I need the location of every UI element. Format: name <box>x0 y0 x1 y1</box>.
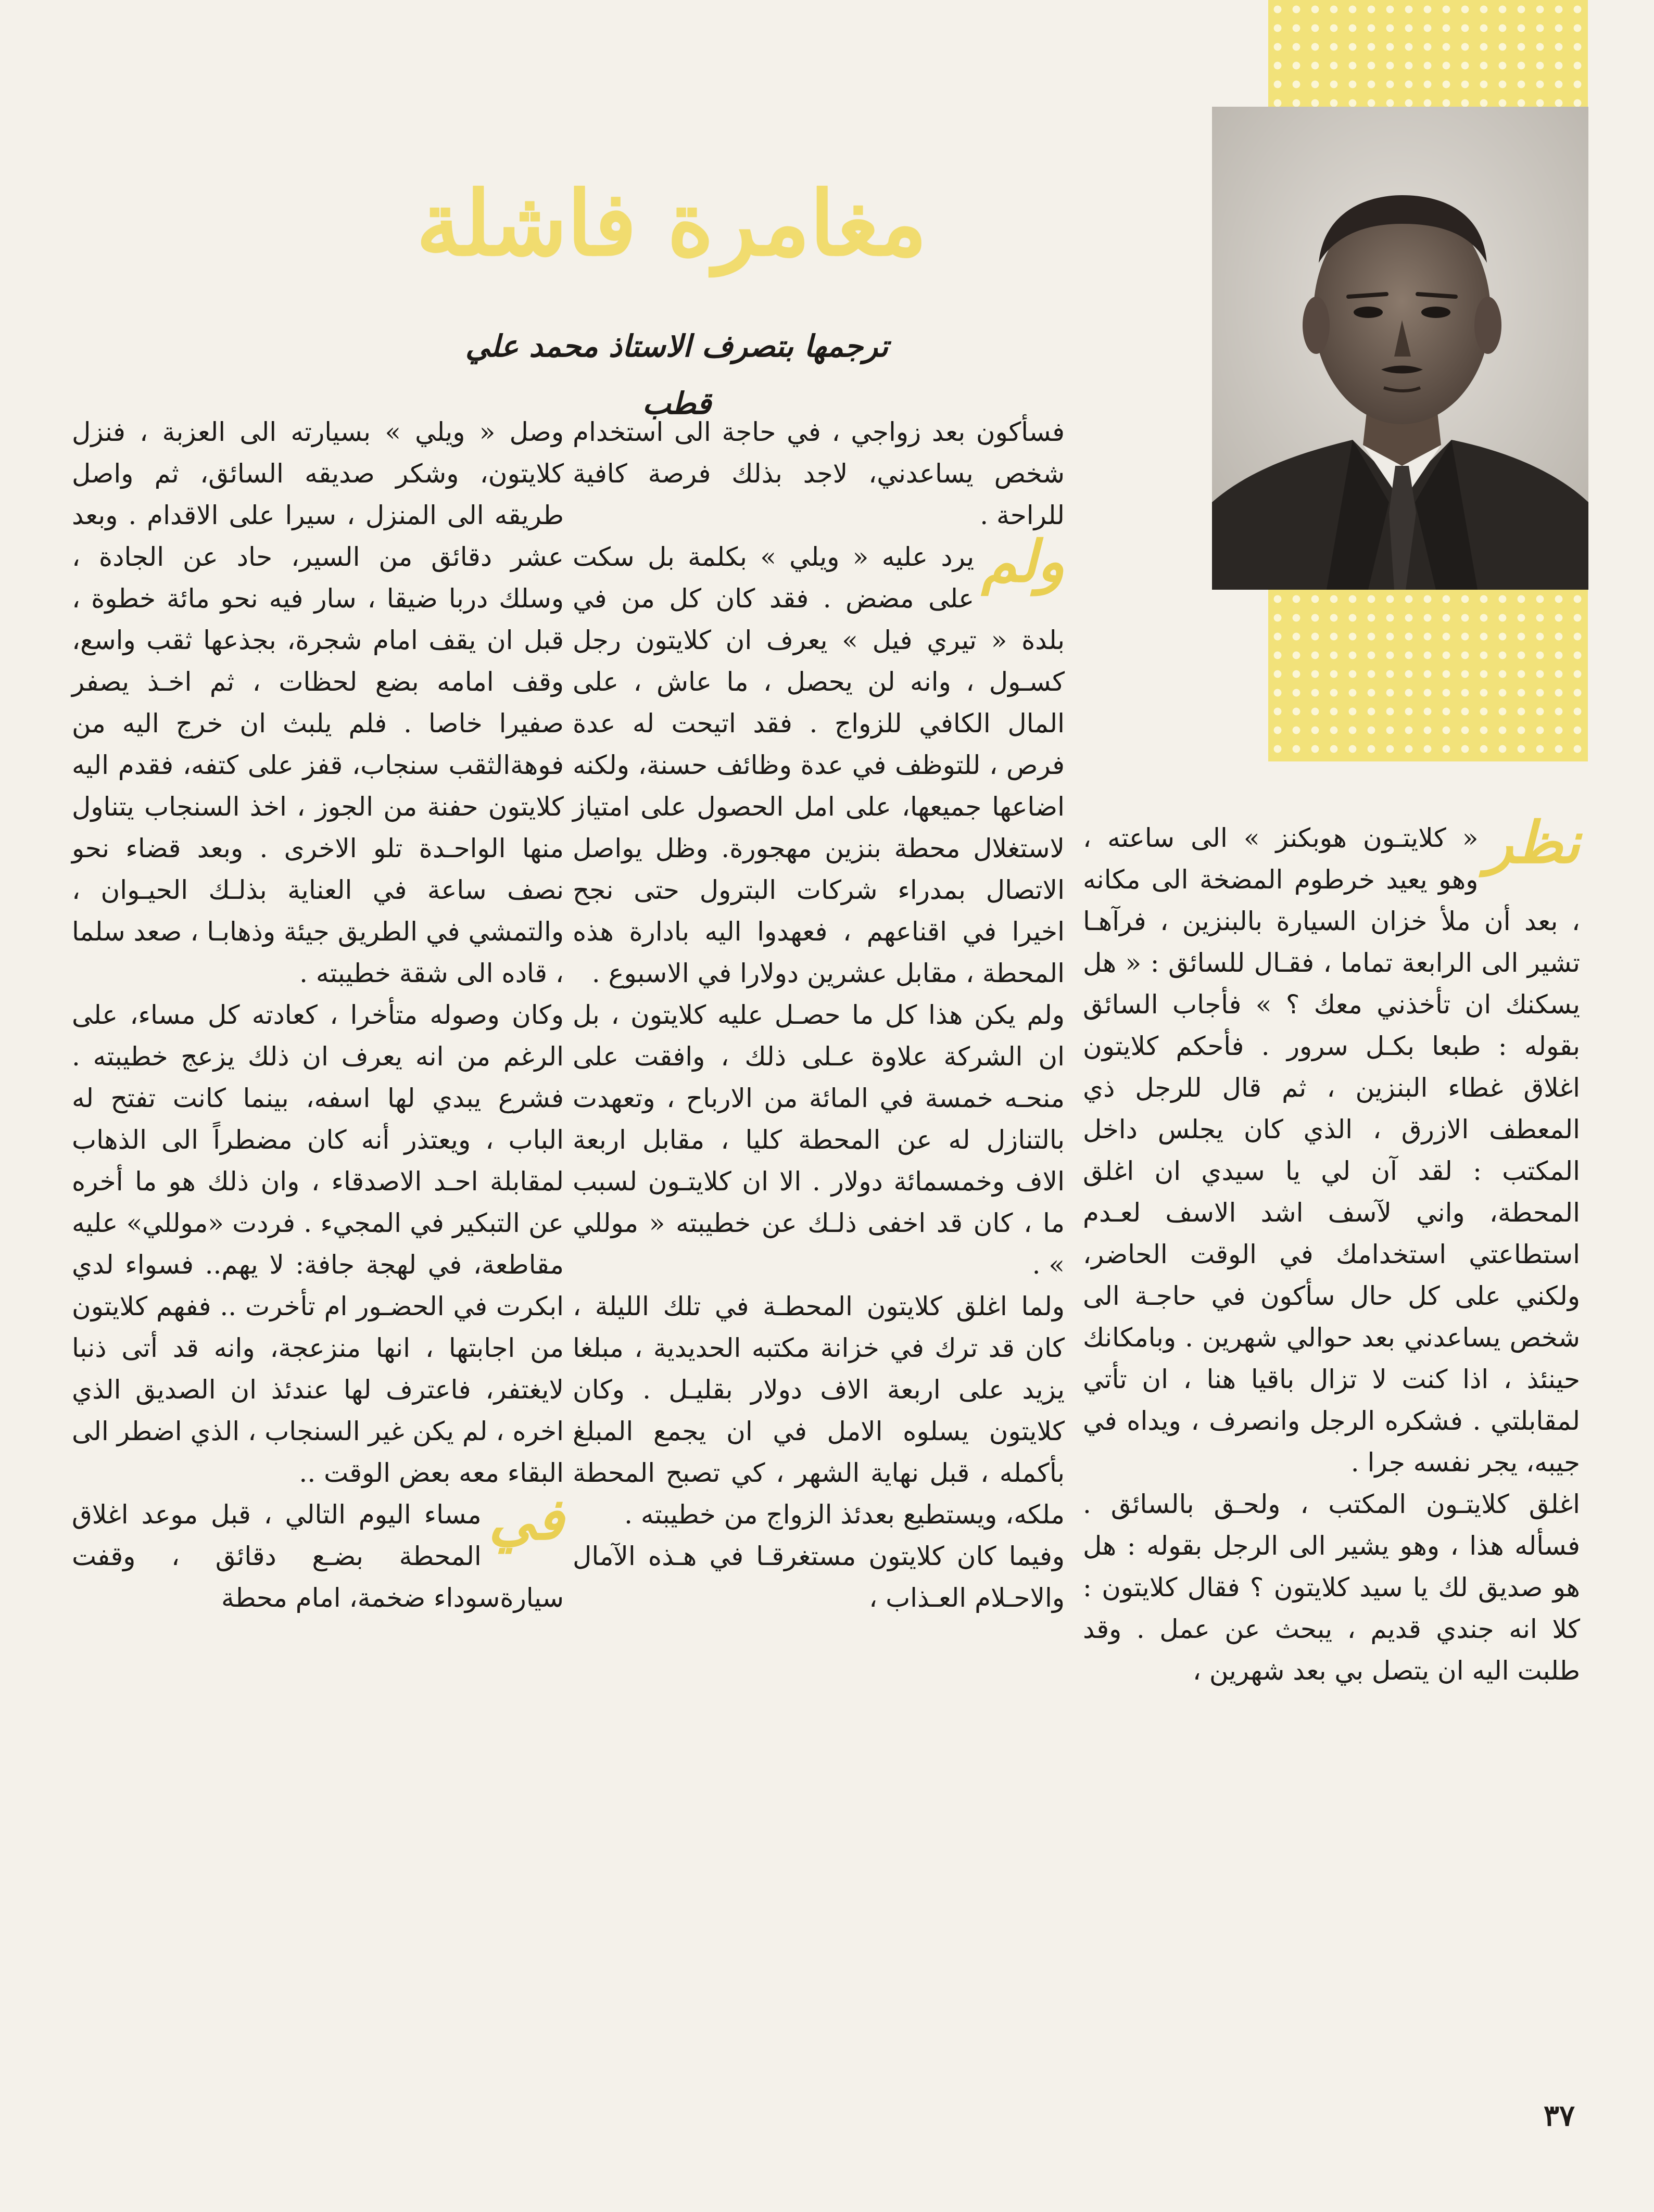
drop-initial-left: في <box>488 1485 564 1553</box>
paragraph: ولم يكن هذا كل ما حصـل عليه كلايتون ، بل ان الشركة علاوة عـلى ذلك ، وافقت على منحـه خمسة في المائة من الارباح ، وتعهدت بالتنازل له عن المحطة كليا ، مقابل اربعة الاف وخمسمائة دولار . الا ان كلايتـون لسبب ما ، كان قد اخفى ذلـك عن خطيبته « موللي » . <box>573 1000 1065 1280</box>
paragraph: يرد عليه « ويلي » بكلمة بل سكت على مضض . فقد كان كل من في بلدة « تيري فيل » يعرف ان كلايتون رجل كسـول ، وانه لن يحصل ، ما عاش ، على المال الكافي للزواج . فقد اتيحت له عدة فرص ، للتوظف في عدة وظائف حسنة، ولكنه اضاعها جميعها، على امل الحصول على امتياز لاستغلال محطة بنزين مهجورة. وظل يواصل الاتصال بمدراء شركات البترول حتى نجح اخيرا في اقناعهم ، فعهدوا اليه بادارة هذه المحطة ، مقابل عشرين دولارا في الاسبوع . <box>573 542 1065 988</box>
paragraph: وكان وصوله متأخرا ، كعادته كل مساء، على الرغم من انه يعرف ان ذلك يزعج خطيبته . فشرع يبدي لها اسفه، بينما كانت تفتح له الباب ، ويعتذر أنه كان مضطراً الى الذهاب لمقابلة احـد الاصدقاء ، وان ذلك هو ما أخره عن التبكير في المجيء . فردت «موللي» عليه مقاطعة، في لهجة جافة: لا يهم.. فسواء لدي ابكرت في الحضـور ام تأخرت .. ففهم كلايتون من اجابتها ، انها منزعجة، وانه قد أتى ذنبا لايغتفر، فاعترف لها عندئذ ان الصديق الذي اخره ، لم يكن غير السنجاب ، الذي اضطر الى البقاء معه بعض الوقت .. <box>72 1000 564 1488</box>
article-title: مغامرة فاشلة <box>416 172 927 276</box>
text-column-middle <box>573 411 1065 2071</box>
paragraph: فسأكون بعد زواجي ، في حاجة الى استخدام شخص يساعدني، لاجد بذلك فرصة كافية للراحة . <box>573 417 1065 530</box>
author-portrait <box>1212 107 1588 590</box>
paragraph: وفيما كان كلايتون مستغرقـا في هـذه الآمال والاحـلام العـذاب ، <box>573 1541 1065 1613</box>
top-pattern-panel <box>1268 0 1588 107</box>
paragraph: وصل « ويلي » بسيارته الى العزبة ، فنزل كلايتون، وشكر صديقه السائق، ثم واصل طريقه الى المنزل ، سيرا على الاقدام . وبعد عشر دقائق من السير، حاد عن الجادة ، وسلك دربا ضيقا ، سار فيه نحو مائة خطوة ، قبل ان يقف امام شجرة، بجذعها ثقب واسع، وقف امامه بضع لحظات ، ثم اخـذ يصفر صفيرا خاصا . فلم يلبث ان خرج اليه من فوهةالثقب سنجاب، قفز على كتفه، فقدم اليه كلايتون حفنة من الجوز ، اخذ السنجاب يتناول منها الواحـدة تلو الاخرى . وبعد قضاء نحو نصف ساعة في العناية بذلـك الحيـوان ، والتمشي في الطريق جيئة وذهابـا ، صعد سلما ، قاده الى شقة خطيبته . <box>72 417 564 988</box>
article-byline: ترجمها بتصرف الاستاذ محمد علي قطب <box>465 328 889 421</box>
page-number: ٣٧ <box>1543 2099 1575 2133</box>
bottom-pattern-panel <box>1268 590 1588 761</box>
drop-initial-right: نظر <box>1485 809 1580 876</box>
paragraph: اغلق كلايتـون المكتب ، ولحـق بالسائق . فسأله هذا ، وهو يشير الى الرجل بقوله : هل هو صديق لك يا سيد كلايتون ؟ فقال كلايتون : كلا انه جندي قديم ، يبحث عن عمل . وقد طلبت اليه ان يتصل بي بعد شهرين ، <box>1083 1489 1580 1686</box>
paragraph: مساء اليوم التالي ، قبل موعد اغلاق المحطة بضـع دقائق ، وقفت سيارةسوداء ضخمة، امام محطة <box>72 1499 564 1613</box>
text-column-right <box>1083 809 1581 2035</box>
portrait-illustration <box>1212 107 1588 590</box>
text-column-left <box>72 411 564 2071</box>
drop-initial-middle: ولم <box>981 528 1065 595</box>
paragraph: ولما اغلق كلايتون المحطـة في تلك الليلة ، كان قد ترك في خزانة مكتبه الحديدية ، مبلغا يزيد على اربعة الاف دولار بقليـل . وكان كلايتون يسلوه الامل في ان يجمع المبلغ بأكمله ، قبل نهاية الشهر ، كي تصبح المحطة ملكه، ويستطيع بعدئذ الزواج من خطيبته . <box>573 1291 1065 1530</box>
paragraph: « كلايتـون هوبكنز » الى ساعته ، وهو يعيد خرطوم المضخة الى مكانه ، بعد أن ملأ خزان السيارة بالبنزين ، فرآهـا تشير الى الرابعة تماما ، فقـال للسائق : « هل يسكنك ان تأخذني معك ؟ » فأجاب السائق بقوله : طبعا بكـل سرور . فأحكم كلايتون اغلاق غطاء البنزين ، ثم قال للرجل ذي المعطف الازرق ، الذي كان يجلس داخل المكتب : لقد آن لي يا سيدي ان اغلق المحطة، واني لآسف اشد الاسف لعـدم استطاعتي استخدامك في الوقت الحاضر، ولكني على كل حال سأكون في حاجـة الى شخص يساعدني بعد حوالي شهرين . وبامكانك حينئذ ، اذا كنت لا تزال باقيا هنا ، ان تأتي لمقابلتي . فشكره الرجل وانصرف ، ويداه في جيبه، يجر نفسه جرا . <box>1083 823 1581 1478</box>
